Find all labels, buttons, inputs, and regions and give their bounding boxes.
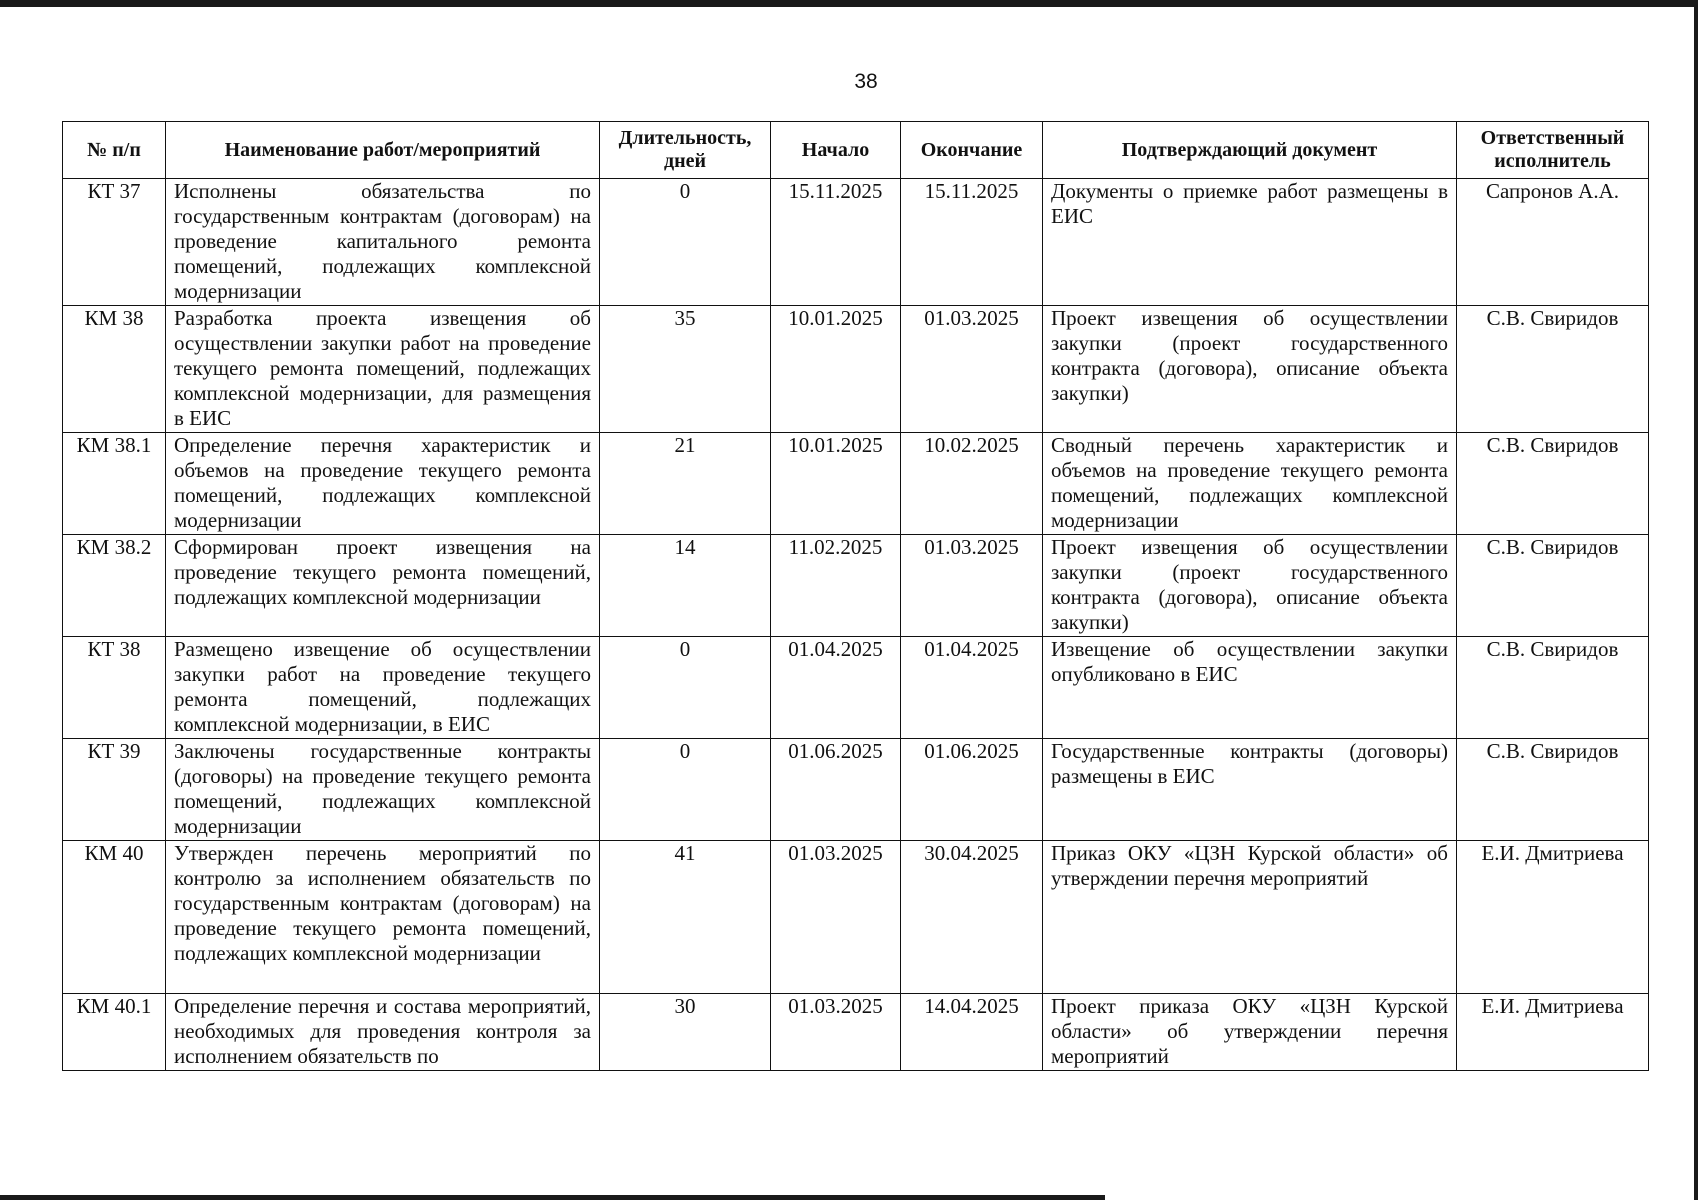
cell-duration: 35 xyxy=(600,306,771,433)
cell-num: КТ 39 xyxy=(63,739,166,841)
cell-end: 10.02.2025 xyxy=(901,433,1043,535)
cell-name: Сформирован проект извещения на проведение текущего ремонта помещений, подлежащих комплексной модернизации xyxy=(166,535,600,637)
cell-duration: 14 xyxy=(600,535,771,637)
cell-document: Проект извещения об осуществлении закупки (проект государственного контракта (договора), описание объекта закупки) xyxy=(1043,535,1457,637)
cell-num: КМ 40.1 xyxy=(63,994,166,1071)
cell-num: КМ 40 xyxy=(63,841,166,994)
cell-responsible: С.В. Свиридов xyxy=(1457,306,1649,433)
cell-responsible: Е.И. Дмитриева xyxy=(1457,841,1649,994)
cell-end: 14.04.2025 xyxy=(901,994,1043,1071)
cell-responsible: С.В. Свиридов xyxy=(1457,739,1649,841)
header-duration: Длительность, дней xyxy=(600,122,771,179)
scan-edge-top xyxy=(0,0,1698,7)
cell-end: 15.11.2025 xyxy=(901,179,1043,306)
table-row xyxy=(63,306,1649,433)
cell-duration: 21 xyxy=(600,433,771,535)
cell-name: Определение перечня характеристик и объемов на проведение текущего ремонта помещений, подлежащих комплексной модернизации xyxy=(166,433,600,535)
table-row xyxy=(63,637,1649,739)
cell-start: 10.01.2025 xyxy=(771,433,901,535)
cell-duration: 0 xyxy=(600,179,771,306)
scan-edge-bottom xyxy=(0,1195,1105,1200)
table-row xyxy=(63,433,1649,535)
cell-num: КМ 38.2 xyxy=(63,535,166,637)
table-row xyxy=(63,841,1649,994)
cell-start: 15.11.2025 xyxy=(771,179,901,306)
page-number: 38 xyxy=(854,70,878,93)
cell-responsible: С.В. Свиридов xyxy=(1457,637,1649,739)
header-document: Подтверждающий документ xyxy=(1043,122,1457,179)
cell-name: Разработка проекта извещения об осуществлении закупки работ на проведение текущего ремонта помещений, подлежащих комплексной модернизации, для размещения в ЕИС xyxy=(166,306,600,433)
cell-responsible: Е.И. Дмитриева xyxy=(1457,994,1649,1071)
header-end: Окончание xyxy=(901,122,1043,179)
table-row xyxy=(63,739,1649,841)
cell-name: Исполнены обязательства по государственным контрактам (договорам) на проведение капитального ремонта помещений, подлежащих комплексной модернизации xyxy=(166,179,600,306)
cell-start: 10.01.2025 xyxy=(771,306,901,433)
table-row xyxy=(63,535,1649,637)
cell-duration: 0 xyxy=(600,637,771,739)
cell-start: 01.03.2025 xyxy=(771,841,901,994)
cell-duration: 30 xyxy=(600,994,771,1071)
cell-start: 11.02.2025 xyxy=(771,535,901,637)
cell-responsible: С.В. Свиридов xyxy=(1457,535,1649,637)
cell-duration: 41 xyxy=(600,841,771,994)
cell-document: Приказ ОКУ «ЦЗН Курской области» об утверждении перечня мероприятий xyxy=(1043,841,1457,994)
header-responsible: Ответственный исполнитель xyxy=(1457,122,1649,179)
cell-start: 01.04.2025 xyxy=(771,637,901,739)
table-row xyxy=(63,994,1649,1071)
cell-responsible: Сапронов А.А. xyxy=(1457,179,1649,306)
cell-end: 01.03.2025 xyxy=(901,306,1043,433)
cell-name: Определение перечня и состава мероприятий, необходимых для проведения контроля за исполнением обязательств по xyxy=(166,994,600,1071)
cell-document: Проект приказа ОКУ «ЦЗН Курской области» об утверждении перечня мероприятий xyxy=(1043,994,1457,1071)
cell-name: Заключены государственные контракты (договоры) на проведение текущего ремонта помещений, подлежащих комплексной модернизации xyxy=(166,739,600,841)
cell-document: Документы о приемке работ размещены в ЕИС xyxy=(1043,179,1457,306)
header-start: Начало xyxy=(771,122,901,179)
cell-num: КТ 37 xyxy=(63,179,166,306)
cell-end: 01.03.2025 xyxy=(901,535,1043,637)
schedule-table xyxy=(62,121,1649,1071)
table-header-row xyxy=(63,122,1649,179)
scan-edge-right xyxy=(1694,0,1698,1200)
cell-end: 01.04.2025 xyxy=(901,637,1043,739)
cell-name: Размещено извещение об осуществлении закупки работ на проведение текущего ремонта помещений, подлежащих комплексной модернизации, в ЕИС xyxy=(166,637,600,739)
cell-document: Извещение об осуществлении закупки опубликовано в ЕИС xyxy=(1043,637,1457,739)
cell-num: КМ 38 xyxy=(63,306,166,433)
cell-end: 30.04.2025 xyxy=(901,841,1043,994)
cell-name: Утвержден перечень мероприятий по контролю за исполнением обязательств по государственным контрактам (договорам) на проведение текущего ремонта помещений, подлежащих комплексной модернизации xyxy=(166,841,600,994)
cell-document: Проект извещения об осуществлении закупки (проект государственного контракта (договора), описание объекта закупки) xyxy=(1043,306,1457,433)
cell-duration: 0 xyxy=(600,739,771,841)
header-name: Наименование работ/мероприятий xyxy=(166,122,600,179)
cell-num: КТ 38 xyxy=(63,637,166,739)
cell-start: 01.06.2025 xyxy=(771,739,901,841)
cell-end: 01.06.2025 xyxy=(901,739,1043,841)
cell-document: Государственные контракты (договоры) размещены в ЕИС xyxy=(1043,739,1457,841)
cell-start: 01.03.2025 xyxy=(771,994,901,1071)
table-row xyxy=(63,179,1649,306)
header-num: № п/п xyxy=(63,122,166,179)
cell-document: Сводный перечень характеристик и объемов на проведение текущего ремонта помещений, подлежащих комплексной модернизации xyxy=(1043,433,1457,535)
cell-num: КМ 38.1 xyxy=(63,433,166,535)
cell-responsible: С.В. Свиридов xyxy=(1457,433,1649,535)
